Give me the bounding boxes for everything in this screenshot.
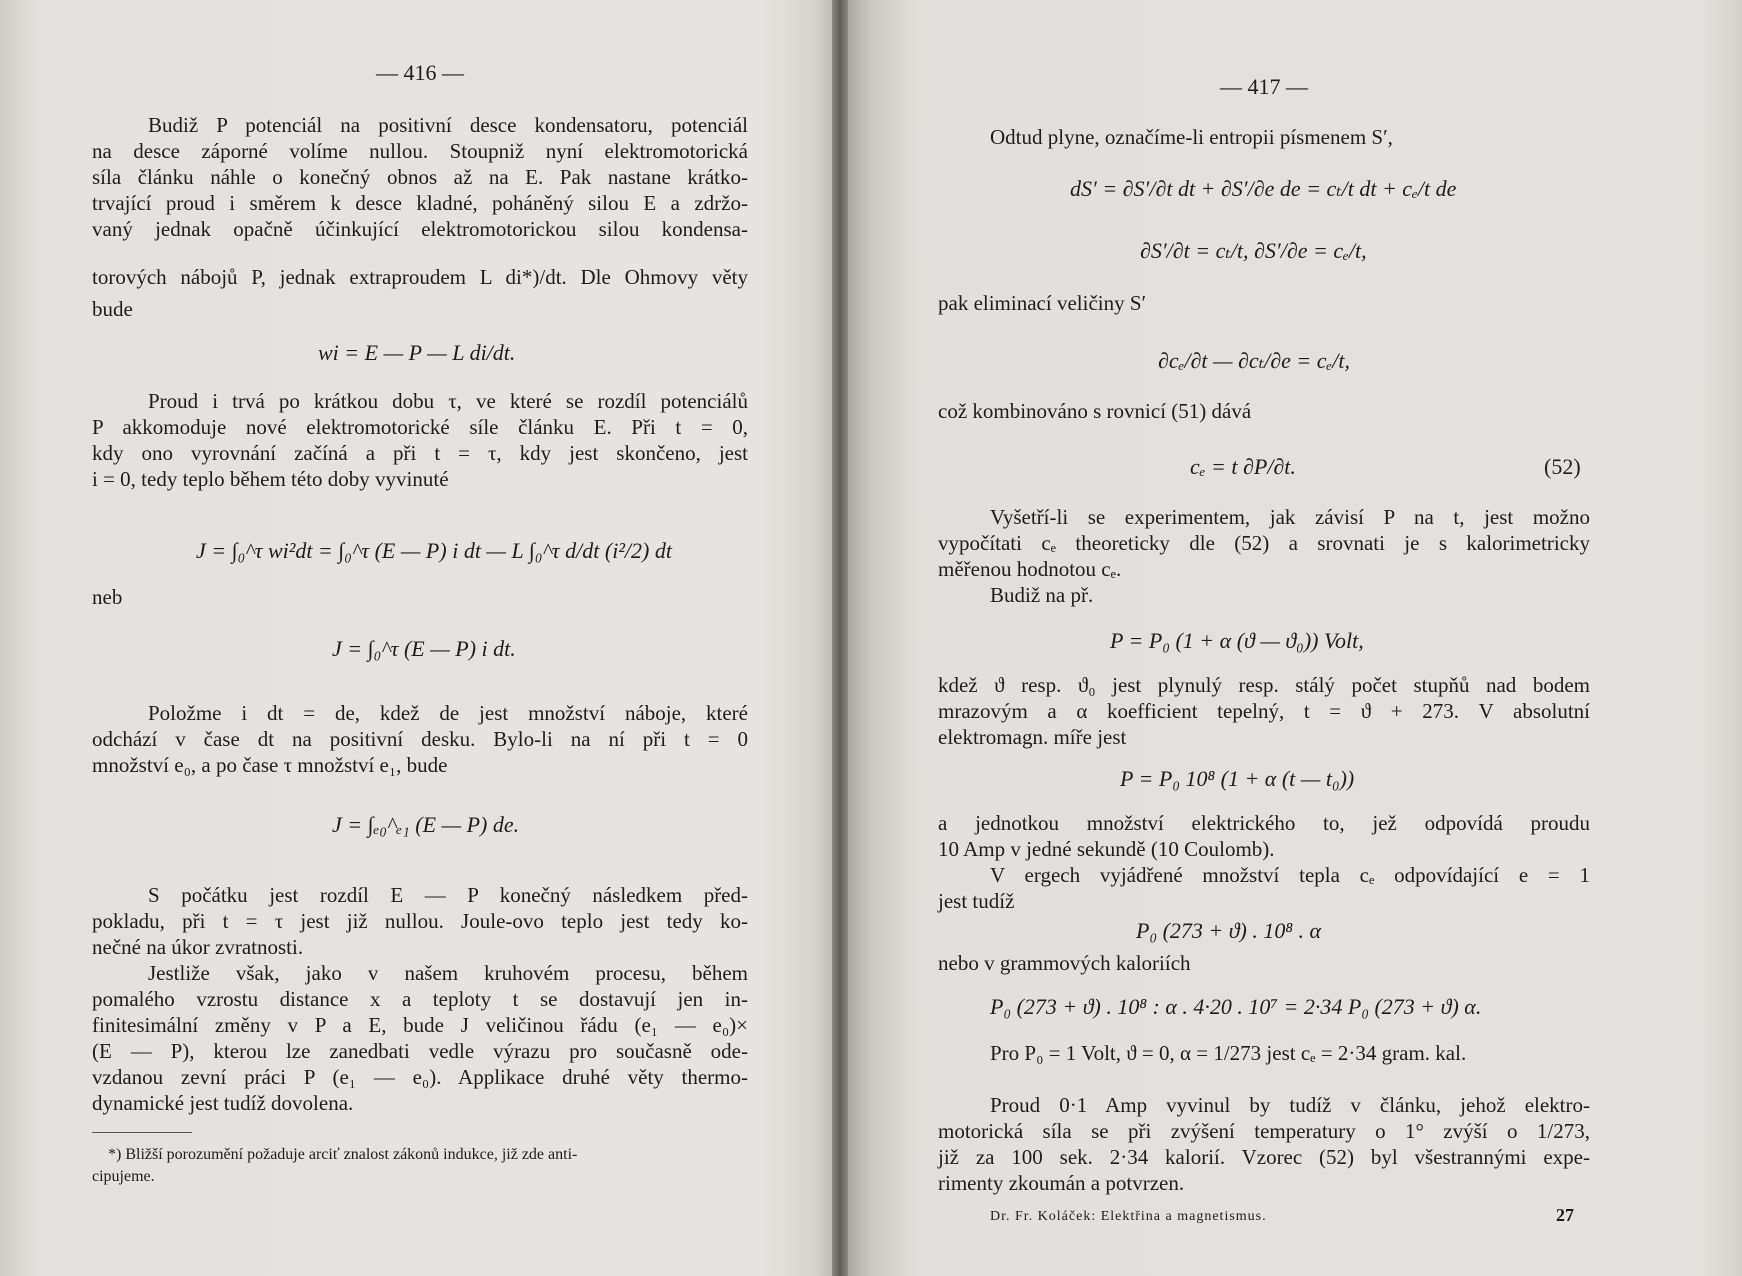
text-line: vypočítati cₑ theoreticky dle (52) a srovnati je s kalorimetricky — [938, 531, 1590, 555]
equation: cₑ = t ∂P/∂t. — [1190, 454, 1296, 479]
signature-mark: 27 — [1556, 1205, 1574, 1225]
text-line: Budiž na př. — [990, 583, 1094, 607]
footnote-rule — [92, 1132, 192, 1133]
text-line: jest tudíž — [938, 889, 1015, 913]
text-line: vaný jednak opačně účinkující elektromotorickou silou kondensa- — [92, 217, 748, 241]
text-line: elektromagn. míře jest — [938, 725, 1127, 749]
text-line: Pro P₀ = 1 Volt, ϑ = 0, α = 1/273 jest cₑ = 2·34 gram. kal. — [990, 1041, 1467, 1065]
text-line: torových nábojů P, jednak extraproudem L di*)/dt. Dle Ohmovy věty — [92, 265, 748, 289]
text-line: pomalého vzrostu distance x a teploty t se dostavují jen in- — [92, 987, 748, 1011]
text-line: nebo v grammových kaloriích — [938, 951, 1191, 975]
equation-number: (52) — [1544, 454, 1581, 479]
text-line: Proud i trvá po krátkou dobu τ, ve které se rozdíl potenciálů — [148, 389, 748, 413]
text-line: neb — [92, 585, 123, 609]
text-line: motorická síla se při zvýšení temperatury o 1° zvýší o 1/273, — [938, 1119, 1590, 1143]
text-line: 10 Amp v jedné sekundě (10 Coulomb). — [938, 837, 1275, 861]
text-line: mrazovým a α koefficient tepelný, t = ϑ + 273. V absolutní — [938, 699, 1590, 723]
equation: P₀ (273 + ϑ) . 10⁸ : α . 4·20 . 10⁷ = 2·34 P₀ (273 + ϑ) α. — [990, 994, 1482, 1019]
text-line: S počátku jest rozdíl E — P konečný následkem před- — [148, 883, 748, 907]
text-line: kdy ono vyrovnání začíná a při t = τ, kdy jest skončeno, jest — [92, 441, 748, 465]
text-line: finitesimální změny v P a E, bude J veličinou řádu (e₁ — e₀)× — [92, 1013, 748, 1037]
text-line: na desce záporné volíme nullou. Stoupniž nyní elektromotorická — [92, 139, 748, 163]
footnote-line: cipujeme. — [92, 1168, 155, 1185]
text-line: P akkomoduje nové elektromotorické síle článku E. Při t = 0, — [92, 415, 748, 439]
text-line: bude — [92, 297, 133, 321]
text-line: vzdanou zevní práci P (e₁ — e₀). Applikace druhé věty thermo- — [92, 1065, 748, 1089]
text-line: nečné na úkor zvratnosti. — [92, 935, 304, 959]
text-line: i = 0, tedy teplo během této doby vyvinuté — [92, 467, 449, 491]
equation: J = ∫₀^τ wi²dt = ∫₀^τ (E — P) i dt — L ∫₀^τ d/dt (i²/2) dt — [196, 538, 672, 563]
left-page — [0, 0, 840, 1276]
text-line: V ergech vyjádřené množství tepla cₑ odpovídající e = 1 — [990, 863, 1590, 887]
text-line: síla článku náhle o konečný obnos až na E. Pak nastane krátko- — [92, 165, 748, 189]
equation: J = ∫ₑ₀^ₑ₁ (E — P) de. — [332, 812, 520, 837]
page-number: — 417 — — [1220, 74, 1308, 99]
equation: ∂cₑ/∂t — ∂cₜ/∂e = cₑ/t, — [1158, 348, 1350, 373]
right-page — [840, 0, 1742, 1276]
text-line: Budiž P potenciál na positivní desce kondensatoru, potenciál — [148, 113, 748, 137]
equation: ∂S′/∂t = cₜ/t, ∂S′/∂e = cₑ/t, — [1140, 238, 1367, 263]
text-line: což kombinováno s rovnicí (51) dává — [938, 399, 1252, 423]
text-line: odchází v čase dt na positivní desku. Bylo-li na ní při t = 0 — [92, 727, 748, 751]
text-line: trvající proud i směrem k desce kladné, poháněný silou E a zdržo- — [92, 191, 748, 215]
equation: dS′ = ∂S′/∂t dt + ∂S′/∂e de = cₜ/t dt + cₑ/t de — [1070, 176, 1457, 201]
text-line: pak eliminací veličiny S′ — [938, 291, 1147, 315]
text-line: Proud 0·1 Amp vyvinul by tudíž v článku, jehož elektro- — [990, 1093, 1590, 1117]
book-gutter — [832, 0, 848, 1276]
text-line: pokladu, při t = τ jest již nullou. Joule-ovo teplo jest tedy ko- — [92, 909, 748, 933]
text-line: Položme i dt = de, kdež de jest množství náboje, které — [148, 701, 748, 725]
equation: wi = E — P — L di/dt. — [318, 340, 516, 365]
text-line: rimenty zkoumán a potvrzen. — [938, 1171, 1185, 1195]
text-line: množství e₀, a po čase τ množství e₁, bude — [92, 753, 448, 777]
text-line: Vyšetří-li se experimentem, jak závisí P na t, jest možno — [990, 505, 1590, 529]
text-line: již za 100 sek. 2·34 kalorií. Vzorec (52) byl všestrannými expe- — [938, 1145, 1590, 1169]
text-line: dynamické jest tudíž dovolena. — [92, 1091, 354, 1115]
footer-text: Dr. Fr. Koláček: Elektřina a magnetismus. — [990, 1209, 1267, 1224]
equation: P = P₀ 10⁸ (1 + α (t — t₀)) — [1120, 766, 1355, 791]
text-line: a jednotkou množství elektrického to, jež odpovídá proudu — [938, 811, 1590, 835]
equation: P = P₀ (1 + α (ϑ — ϑ₀)) Volt, — [1110, 628, 1364, 653]
footnote-line: *) Bližší porozumění požaduje arciť znalost zákonů indukce, již zde anti- — [108, 1146, 578, 1163]
text-line: kdež ϑ resp. ϑ₀ jest plynulý resp. stálý počet stupňů nad bodem — [938, 673, 1590, 697]
page-number: — 416 — — [376, 60, 464, 85]
text-line: Odtud plyne, označíme-li entropii písmenem S′, — [990, 125, 1393, 149]
text-line: Jestliže však, jako v našem kruhovém procesu, během — [148, 961, 748, 985]
text-line: měřenou hodnotou cₑ. — [938, 557, 1122, 581]
text-line: (E — P), kterou lze zanedbati vedle výrazu pro současně ode- — [92, 1039, 748, 1063]
equation: J = ∫₀^τ (E — P) i dt. — [332, 636, 516, 661]
equation: P₀ (273 + ϑ) . 10⁸ . α — [1136, 918, 1322, 943]
